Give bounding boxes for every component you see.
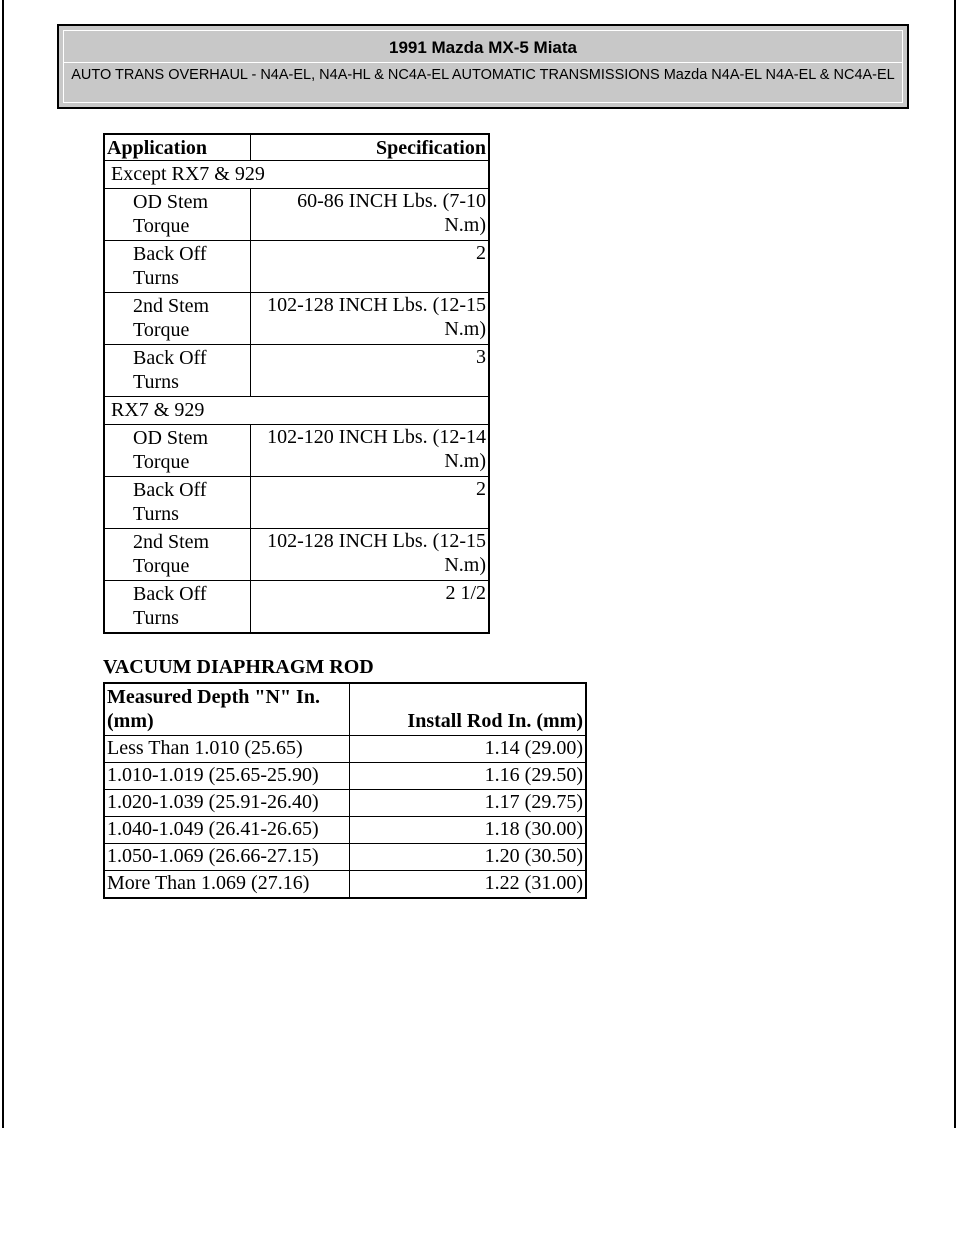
- column-header-specification: Specification: [251, 134, 490, 161]
- install-rod-cell: 1.18 (30.00): [350, 817, 587, 844]
- table-row: [104, 871, 586, 899]
- application-cell: OD Stem Torque: [104, 425, 251, 477]
- measured-depth-cell: 1.050-1.069 (26.66-27.15): [104, 844, 350, 871]
- table-row: [104, 293, 489, 345]
- table-row: [104, 189, 489, 241]
- specification-cell: 60-86 INCH Lbs. (7-10 N.m): [251, 189, 490, 241]
- vacuum-rod-table: [103, 682, 587, 899]
- table-row: [104, 844, 586, 871]
- group-label: Except RX7 & 929: [104, 161, 489, 189]
- install-rod-cell: 1.16 (29.50): [350, 763, 587, 790]
- table-row: [104, 425, 489, 477]
- specification-cell: 2 1/2: [251, 581, 490, 634]
- table-row: [104, 790, 586, 817]
- specification-cell: 102-120 INCH Lbs. (12-14 N.m): [251, 425, 490, 477]
- page-border-left: [2, 0, 4, 1128]
- document-header: [57, 24, 909, 109]
- header-divider: [64, 62, 902, 63]
- specification-cell: 2: [251, 241, 490, 293]
- specification-cell: 2: [251, 477, 490, 529]
- group-label: RX7 & 929: [104, 397, 489, 425]
- application-cell: Back Off Turns: [104, 477, 251, 529]
- group-row: [104, 397, 489, 425]
- group-row: [104, 161, 489, 189]
- measured-depth-cell: 1.010-1.019 (25.65-25.90): [104, 763, 350, 790]
- table-row: [104, 477, 489, 529]
- specification-cell: 102-128 INCH Lbs. (12-15 N.m): [251, 529, 490, 581]
- measured-depth-cell: Less Than 1.010 (25.65): [104, 736, 350, 763]
- install-rod-cell: 1.22 (31.00): [350, 871, 587, 899]
- application-cell: Back Off Turns: [104, 581, 251, 634]
- header-inner: [63, 30, 903, 103]
- measured-depth-cell: 1.040-1.049 (26.41-26.65): [104, 817, 350, 844]
- table-row: [104, 345, 489, 397]
- table-row: [104, 581, 489, 634]
- application-cell: 2nd Stem Torque: [104, 529, 251, 581]
- table-row: [104, 736, 586, 763]
- column-header-application: Application: [104, 134, 251, 161]
- table-header-row: [104, 683, 586, 736]
- document-subtitle: AUTO TRANS OVERHAUL - N4A-EL, N4A-HL & NC4A-EL AUTOMATIC TRANSMISSIONS Mazda N4A-EL N4A-EL & NC4A-EL: [71, 67, 895, 83]
- specification-cell: 3: [251, 345, 490, 397]
- specification-cell: 102-128 INCH Lbs. (12-15 N.m): [251, 293, 490, 345]
- table-row: [104, 529, 489, 581]
- application-cell: Back Off Turns: [104, 241, 251, 293]
- document-title: 1991 Mazda MX-5 Miata: [388, 38, 577, 57]
- table-row: [104, 241, 489, 293]
- table-row: [104, 763, 586, 790]
- measured-depth-cell: More Than 1.069 (27.16): [104, 871, 350, 899]
- table-row: [104, 817, 586, 844]
- install-rod-cell: 1.17 (29.75): [350, 790, 587, 817]
- column-header-measured-depth: Measured Depth "N" In. (mm): [104, 683, 350, 736]
- measured-depth-cell: 1.020-1.039 (25.91-26.40): [104, 790, 350, 817]
- application-cell: OD Stem Torque: [104, 189, 251, 241]
- spec-table: [103, 133, 490, 634]
- table-header-row: [104, 134, 489, 161]
- application-cell: Back Off Turns: [104, 345, 251, 397]
- install-rod-cell: 1.14 (29.00): [350, 736, 587, 763]
- section-title: VACUUM DIAPHRAGM ROD: [103, 656, 374, 678]
- application-cell: 2nd Stem Torque: [104, 293, 251, 345]
- page-border-right: [954, 0, 956, 1128]
- install-rod-cell: 1.20 (30.50): [350, 844, 587, 871]
- column-header-install-rod: Install Rod In. (mm): [350, 683, 587, 736]
